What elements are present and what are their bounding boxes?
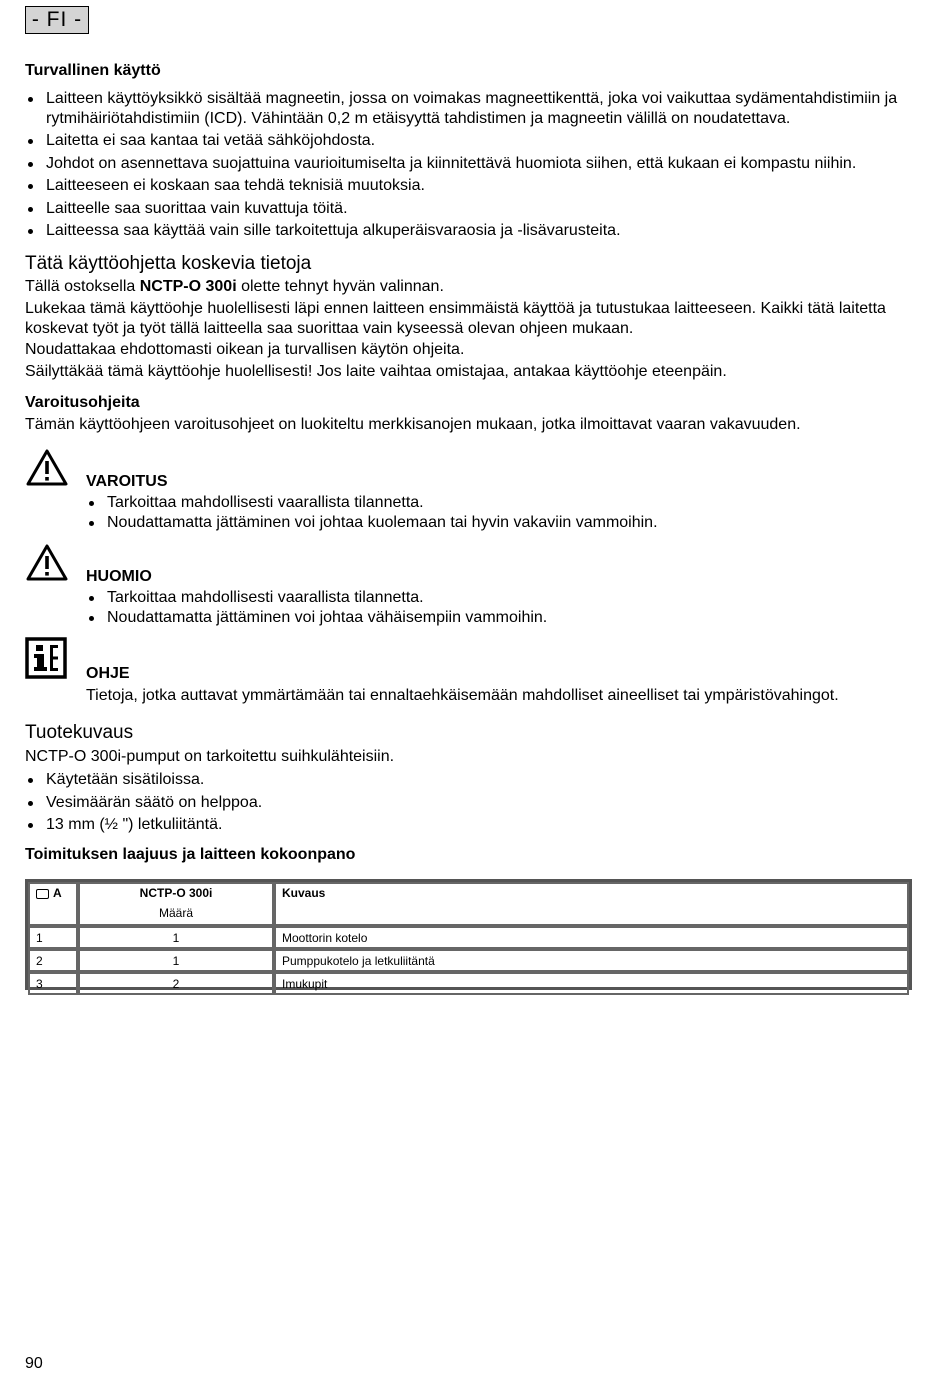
about-line4: Säilyttäkää tämä käyttöohje huolellisesti! Jos laite vaihtaa omistajaa, antakaa käyttöohje eteenpäin. (25, 363, 727, 380)
safety-list (25, 89, 925, 241)
warnings-intro: Tämän käyttöohjeen varoitusohjeet on luokiteltu merkkisanojen mukaan, jotka ilmoittavat vaaran vakavuuden. (25, 416, 801, 433)
cell-a: 3 (28, 972, 78, 995)
figure-icon (36, 889, 49, 899)
warning-triangle-icon (25, 543, 69, 583)
list-item: Laitteessa saa käyttää vain sille tarkoitettuja alkuperäisvaraosia ja -lisävarusteita. (25, 221, 925, 241)
cell-a: 1 (28, 926, 78, 949)
list-item: Laitteeseen ei koskaan saa tehdä teknisiä muutoksia. (25, 176, 925, 196)
list-item: Laitteelle saa suorittaa vain kuvattuja töitä. (25, 199, 925, 219)
language-tag: - FI - (25, 6, 89, 34)
product-list (25, 770, 925, 835)
cell-a: 2 (28, 949, 78, 972)
about-line1-post: olette tehnyt hyvän valinnan. (236, 278, 444, 295)
warnings-heading: Varoitusohjeita (25, 394, 140, 411)
warning-triangle-icon (25, 448, 69, 488)
ohje-title: OHJE (86, 665, 130, 682)
list-item: Vesimäärän säätö on helppoa. (25, 793, 925, 813)
cell-desc: Moottorin kotelo (274, 926, 909, 949)
list-item: Käytetään sisätiloissa. (25, 770, 925, 790)
page-number: 90 (25, 1355, 43, 1372)
table-row (28, 949, 909, 972)
list-item: Noudattamatta jättäminen voi johtaa vähäisempiin vammoihin. (86, 608, 916, 628)
table-row (28, 972, 909, 995)
list-item: Noudattamatta jättäminen voi johtaa kuolemaan tai hyvin vakaviin vammoihin. (86, 513, 916, 533)
huomio-list (86, 588, 916, 627)
ohje-text: Tietoja, jotka auttavat ymmärtämään tai ennaltaehkäisemään mahdolliset aineelliset tai ympäristövahingot. (86, 687, 839, 704)
safety-heading: Turvallinen käyttö (25, 62, 161, 79)
list-item: Laitetta ei saa kantaa tai vetää sähköjohdosta. (25, 131, 925, 151)
list-item: Johdot on asennettava suojattuina vaurioitumiselta ja kiinnitettävä huomiota siihen, että kukaan ei kompastu niihin. (25, 154, 925, 174)
about-line3: Noudattakaa ehdottomasti oikean ja turvallisen käytön ohjeita. (25, 341, 465, 358)
list-item: Tarkoittaa mahdollisesti vaarallista tilannetta. (86, 588, 916, 608)
about-paragraph: Lukekaa tämä käyttöohje huolellisesti läpi ennen laitteen ensimmäistä käyttöä ja tutustukaa laitteeseen. Kaikki tätä laitetta koskevat työt ja työt tällä laitteella saa suorittaa vain kyseessä olevan ohjeen mukaan. (25, 300, 886, 337)
col-header-model: NCTP-O 300i Määrä (78, 882, 274, 926)
about-line1 (25, 277, 925, 297)
cell-desc: Imukupit (274, 972, 909, 995)
delivery-heading: Toimituksen laajuus ja laitteen kokoonpano (25, 846, 356, 863)
cell-qty: 2 (78, 972, 274, 995)
col-subheader-quantity: Määrä (158, 906, 193, 920)
product-intro: NCTP-O 300i-pumput on tarkoitettu suihkulähteisiin. (25, 748, 395, 765)
cell-qty: 1 (78, 949, 274, 972)
product-heading: Tuotekuvaus (25, 722, 134, 743)
list-item: Laitteen käyttöyksikkö sisältää magneetin, jossa on voimakas magneettikenttä, joka voi vaikuttaa sydämentahdistimiin ja rytmihäiriötahdistimiin (ICD). Vähintään 0,2 m etäisyyttä tahdistimen ja magneetin välillä on noudatettava. (25, 89, 925, 128)
parts-table (25, 879, 912, 990)
cell-qty: 1 (78, 926, 274, 949)
table-header-row (28, 882, 909, 926)
col-header-a: A (28, 882, 78, 926)
varoitus-list (86, 493, 916, 532)
list-item: Tarkoittaa mahdollisesti vaarallista tilannetta. (86, 493, 916, 513)
product-name: NCTP-O 300i (139, 278, 237, 295)
list-item: 13 mm (½ ") letkuliitäntä. (25, 815, 925, 835)
cell-desc: Pumppukotelo ja letkuliitäntä (274, 949, 909, 972)
table-row (28, 926, 909, 949)
huomio-title: HUOMIO (86, 568, 152, 585)
about-line1-pre: Tällä ostoksella (25, 278, 140, 295)
about-heading: Tätä käyttöohjetta koskevia tietoja (25, 253, 312, 274)
info-icon (25, 637, 67, 679)
col-header-description: Kuvaus (274, 882, 909, 926)
varoitus-title: VAROITUS (86, 473, 168, 490)
